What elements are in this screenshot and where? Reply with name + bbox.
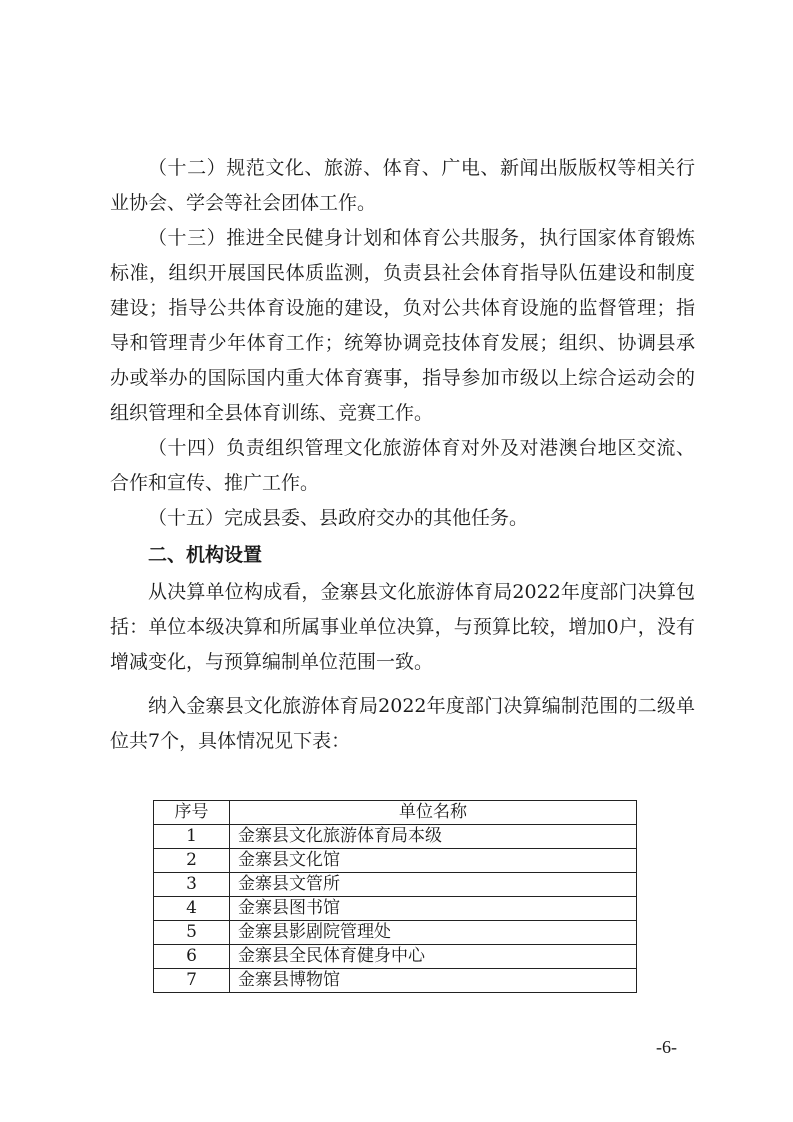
paragraph-budget-scope: 从决算单位构成看，金寨县文化旅游体育局2022年度部门决算包括：单位本级决算和所属事业单位决算，与预算比较，增加0户，没有增减变化，与预算编制单位范围一致。 [110,581,695,673]
header-unit-name: 单位名称 [230,801,637,825]
table-row [154,849,637,873]
units-table [153,800,637,993]
row-unit-name: 金寨县全民体育健身中心 [230,945,637,969]
row-index: 4 [154,897,230,921]
row-unit-name: 金寨县博物馆 [230,969,637,993]
table-header-row [154,801,637,825]
table-row [154,945,637,969]
row-index: 7 [154,969,230,993]
paragraph-unit-count: 纳入金寨县文化旅游体育局2022年度部门决算编制范围的二级单位共7个，具体情况见下表： [110,695,695,752]
row-index: 5 [154,921,230,945]
row-index: 3 [154,873,230,897]
row-index: 6 [154,945,230,969]
paragraph-item-14: （十四）负责组织管理文化旅游体育对外及对港澳台地区交流、合作和宣传、推广工作。 [110,437,695,494]
row-index: 1 [154,825,230,849]
paragraph-item-12: （十二）规范文化、旅游、体育、广电、新闻出版版权等相关行业协会、学会等社会团体工作。 [110,157,695,214]
row-unit-name: 金寨县文化旅游体育局本级 [230,825,637,849]
table-row [154,873,637,897]
row-unit-name: 金寨县影剧院管理处 [230,921,637,945]
row-index: 2 [154,849,230,873]
paragraph-item-15: （十五）完成县委、县政府交办的其他任务。 [148,507,529,529]
row-unit-name: 金寨县文管所 [230,873,637,897]
page-number: -6- [656,1037,677,1057]
table-row [154,969,637,993]
table-row [154,897,637,921]
paragraph-item-13: （十三）推进全民健身计划和体育公共服务，执行国家体育锻炼标准，组织开展国民体质监测，负责县社会体育指导队伍建设和制度建设；指导公共体育设施的建设，负对公共体育设施的监督管理；指导和管理青少年体育工作；统筹协调竞技体育发展；组织、协调县承办或举办的国际国内重大体育赛事，指导参加市级以上综合运动会的组织管理和全县体育训练、竞赛工作。 [110,227,695,424]
section-heading: 二、机构设置 [148,544,263,566]
row-unit-name: 金寨县图书馆 [230,897,637,921]
row-unit-name: 金寨县文化馆 [230,849,637,873]
table-row [154,825,637,849]
header-index: 序号 [154,801,230,825]
table-row [154,921,637,945]
